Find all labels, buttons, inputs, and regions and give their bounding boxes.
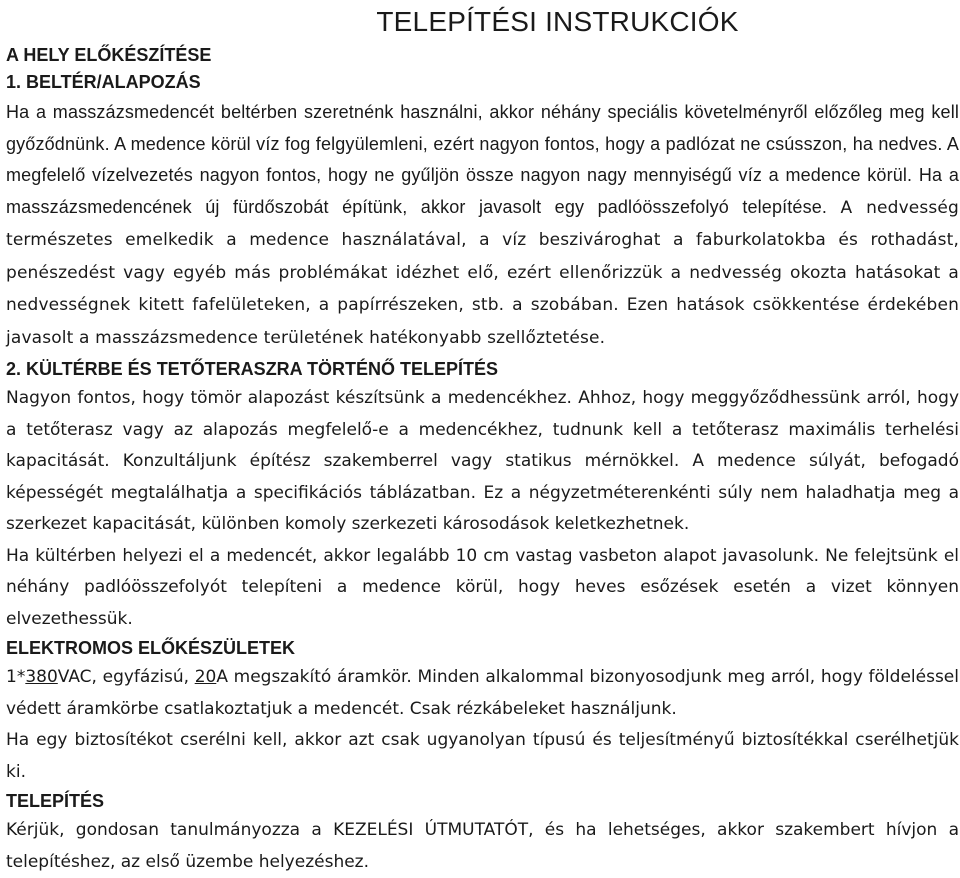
elec-mid: VAC, egyfázisú,	[57, 667, 195, 688]
paragraph-indoor	[6, 97, 959, 354]
elec-amps: 20	[194, 667, 217, 688]
paragraph-electrical	[6, 662, 959, 725]
paragraph-indoor-part2: A nedvesség természetes emelkedik a medence használatával, a víz beszivároghat a faburkolatokba és rothadást, penészedést vagy egyéb más problémákat idézhet elő, ezért ellenőrizzük a nedvesség okozta hatásokat a nedvességnek kitett fafelületeken, a papírrészeken, stb. a szobában. Ezen hatások csökkentése érdekében javasolt a masszázsmedence területének hatékonyabb szellőztetése.	[6, 197, 959, 348]
paragraph-installation: Kérjük, gondosan tanulmányozza a KEZELÉSI ÚTMUTATÓT, és ha lehetséges, akkor szakembert hívjon a telepítéshez, az első üzembe helyezéshez.	[6, 820, 959, 872]
paragraph-indoor-part1: Ha a masszázsmedencét beltérben szeretnénk használni, akkor néhány speciális követelményről előzőleg meg kell győződnünk. A medence körül víz fog felgyülemleni, ezért nagyon fontos, hogy a padlózat ne csússzon, ha nedves. A megfelelő vízelvezetés nagyon fontos, hogy ne gyűljön össze nagyon nagy mennyiségű víz a medence körül. Ha a masszázsmedencének új fürdőszobát építünk, akkor javasolt egy padlóösszefolyó telepítése.	[6, 102, 959, 217]
subsection-heading-outdoor: 2. KÜLTÉRBE ÉS TETŐTERASZRA TÖRTÉNŐ TELEPÍTÉS	[6, 359, 499, 380]
section-heading-electrical: ELEKTROMOS ELŐKÉSZÜLETEK	[6, 638, 296, 659]
elec-prefix: 1*	[6, 667, 26, 688]
page-title: TELEPÍTÉSI INSTRUKCIÓK	[376, 6, 739, 37]
section-heading-site-preparation: A HELY ELŐKÉSZÍTÉSE	[6, 45, 212, 65]
elec-voltage: 380	[25, 667, 58, 688]
paragraph-outdoor-concrete: Ha kültérben helyezi el a medencét, akkor legalább 10 cm vastag vasbeton alapot javasolunk. Ne felejtsünk el néhány padlóösszefolyót telepíteni a medence körül, hogy heves esőzések esetén a vizet könnyen elvezethessük.	[6, 545, 959, 629]
subsection-heading-indoor: 1. BELTÉR/ALAPOZÁS	[6, 72, 201, 92]
section-heading-installation: TELEPÍTÉS	[6, 791, 105, 812]
document-page	[6, 0, 959, 878]
paragraph-fuse: Ha egy biztosítékot cserélni kell, akkor azt csak ugyanolyan típusú és teljesítményű biztosítékkal cserélhetjük ki.	[6, 730, 959, 782]
paragraph-outdoor-foundation: Nagyon fontos, hogy tömör alapozást készítsünk a medencékhez. Ahhoz, hogy meggyőződhessünk arról, hogy a tetőterasz vagy az alapozás megfelelő-e a medencékhez, tudnunk kell a tetőterasz maximális terhelési kapacitását. Konzultáljunk építész szakemberrel vagy statikus mérnökkel. A medence súlyát, befogadó képességét megtalálhatja a specifikációs táblázatban. Ez a négyzetméterenkénti súly nem haladhatja meg a szerkezet kapacitását, különben komoly szerkezeti károsodások keletkezhetnek.	[6, 388, 959, 535]
elec-rest: A megszakító áramkör. Minden alkalommal bizonyosodjunk meg arról, hogy földeléssel védett áramkörbe csatlakoztatjuk a medencét. Csak rézkábeleket használjunk.	[6, 667, 959, 719]
